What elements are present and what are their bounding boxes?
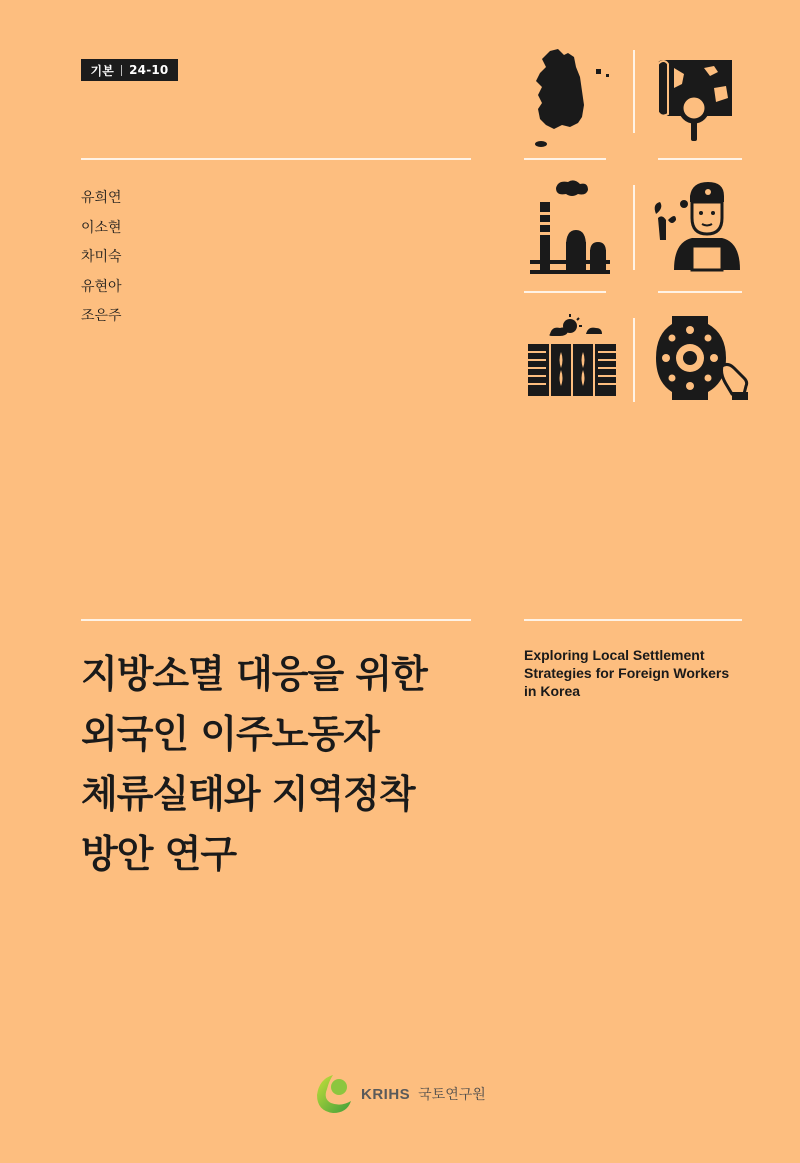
grid-divider-horizontal (524, 291, 606, 293)
title-line: 외국인 이주노동자 (81, 712, 379, 756)
top-rule (81, 158, 471, 160)
title-line: 체류실태와 지역정착 (81, 772, 415, 816)
publisher-logo (313, 1073, 486, 1115)
gear-hand-icon (654, 316, 752, 402)
publisher-abbr: KRIHS (361, 1085, 411, 1103)
farm-field-icon (526, 314, 618, 398)
author-name: 차미숙 (81, 249, 122, 265)
korea-map-icon (528, 47, 614, 151)
grid-divider-vertical (633, 318, 635, 402)
title-rule-english (524, 619, 742, 621)
title-line: 지방소멸 대응을 위한 (81, 652, 427, 696)
grid-divider-horizontal (658, 291, 742, 293)
title-en-line: Strategies for Foreign Workers (524, 665, 730, 681)
grid-divider-vertical (633, 185, 635, 270)
series-badge (81, 59, 178, 81)
report-title-english (524, 646, 764, 700)
grid-divider-horizontal (658, 158, 742, 160)
author-list (81, 184, 122, 332)
author-name: 유현아 (81, 278, 122, 295)
title-en-line: Exploring Local Settlement (524, 647, 705, 663)
series-number: 24-10 (129, 63, 169, 77)
map-search-icon (654, 58, 736, 144)
author-name: 유희연 (81, 190, 122, 206)
series-type: 기본 (90, 63, 115, 78)
factory-icon (528, 180, 612, 274)
krihs-logo-icon (313, 1073, 353, 1115)
publisher-name: 국토연구원 (418, 1087, 486, 1103)
grid-divider-horizontal (524, 158, 606, 160)
badge-divider (121, 65, 122, 76)
report-title (81, 644, 427, 884)
grid-divider-vertical (633, 50, 635, 133)
author-name: 조은주 (81, 308, 122, 324)
title-rule (81, 619, 471, 621)
title-line: 방안 연구 (81, 832, 237, 876)
farmer-worker-icon (652, 180, 744, 272)
author-name: 이소현 (81, 219, 122, 236)
title-en-line: in Korea (524, 683, 581, 699)
